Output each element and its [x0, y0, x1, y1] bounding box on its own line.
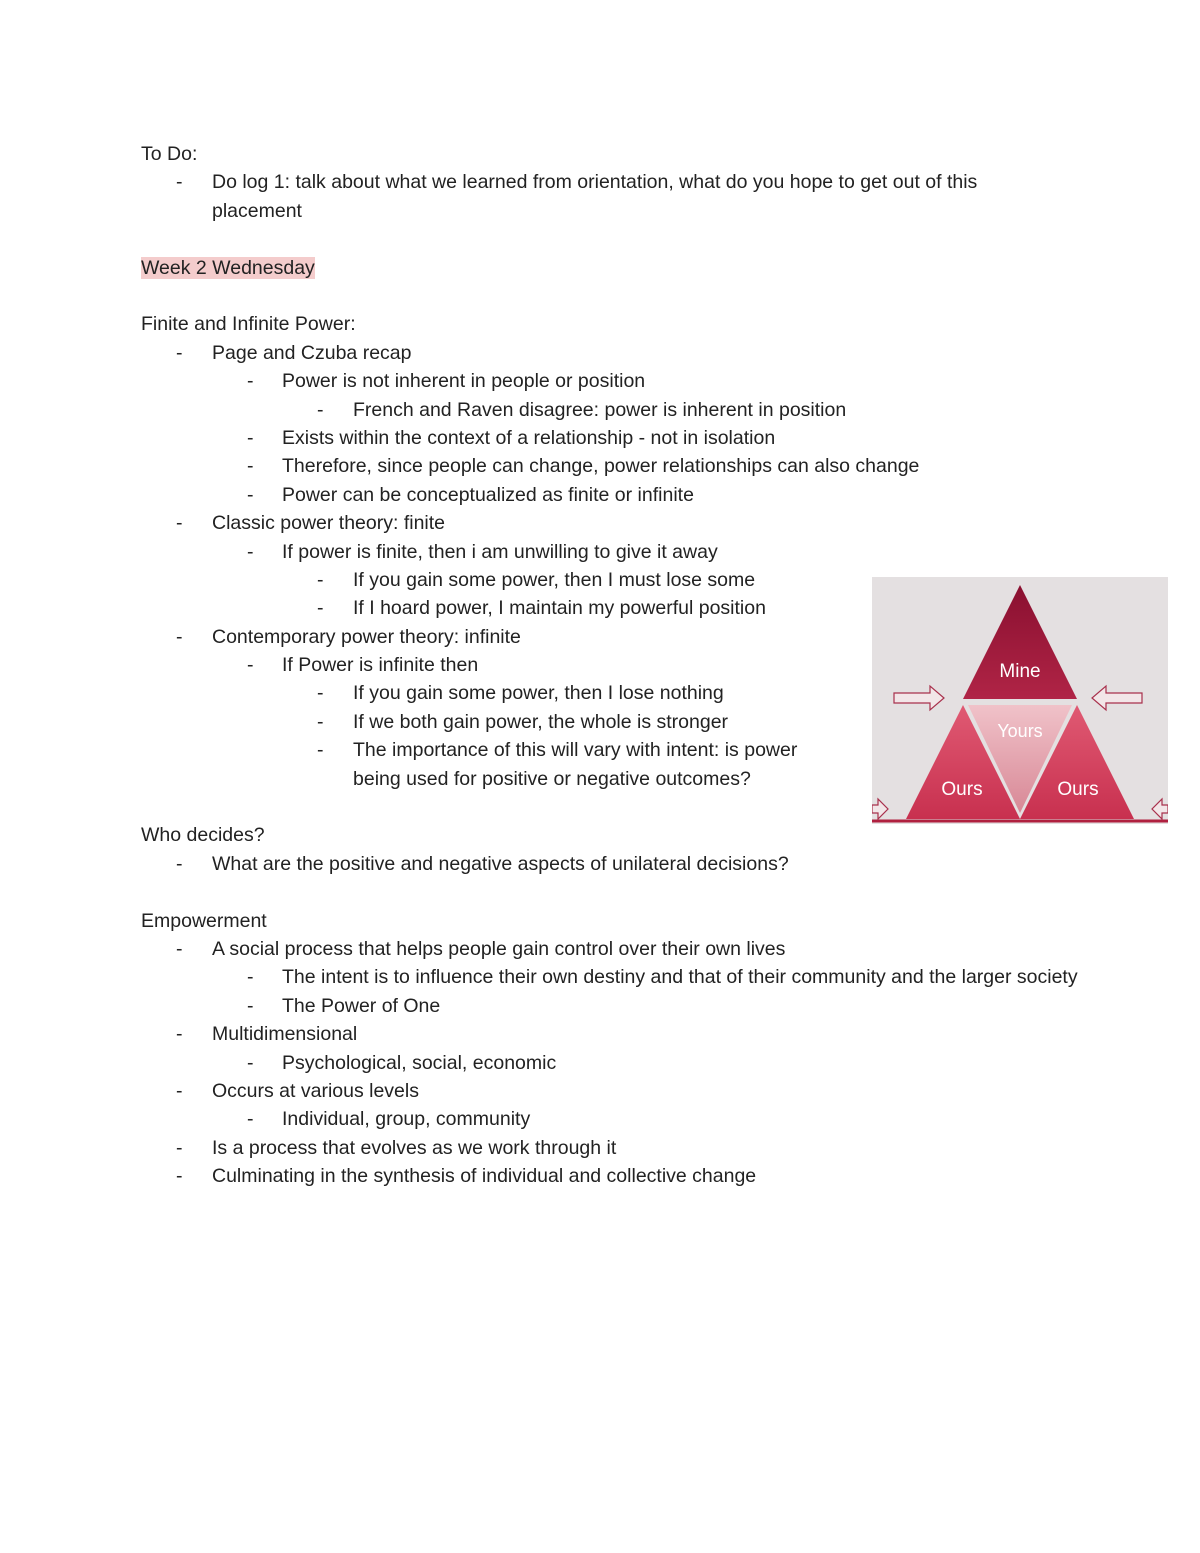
mine-label: Mine	[999, 661, 1041, 682]
bullet-dash: -	[247, 1051, 254, 1074]
bullet-dash: -	[247, 1108, 254, 1131]
list-item	[141, 963, 1102, 991]
bullet-dash: -	[247, 370, 254, 393]
list-item-text: Occurs at various levels	[212, 1079, 419, 1102]
list-item	[141, 935, 1071, 963]
empowerment-heading: Empowerment	[141, 909, 267, 932]
bullet-dash: -	[247, 426, 254, 449]
list-item	[141, 168, 1071, 225]
list-item-text: If you gain some power, then I must lose some	[353, 568, 756, 591]
list-item-text: A social process that helps people gain control over their own lives	[212, 937, 786, 960]
list-item	[141, 1105, 1071, 1133]
week-heading	[141, 254, 1071, 282]
list-item-text: The importance of this will vary with intent: is power	[353, 739, 798, 762]
bullet-dash: -	[317, 568, 324, 591]
list-item	[141, 396, 1071, 424]
list-item-text: Therefore, since people can change, power relationships can also change	[282, 455, 920, 478]
bullet-dash: -	[176, 1079, 183, 1102]
list-item-text: Classic power theory: finite	[212, 512, 446, 535]
list-item	[141, 1049, 1071, 1077]
bullet-dash: -	[247, 540, 254, 563]
list-item-text: Power can be conceptualized as finite or infinite	[282, 483, 694, 506]
list-item-text: If you gain some power, then I lose nothing	[353, 682, 724, 705]
bullet-dash: -	[176, 852, 183, 875]
list-item	[141, 992, 1071, 1020]
list-item	[141, 538, 1071, 566]
bullet-dash: -	[176, 1165, 183, 1188]
ours-right-label: Ours	[1057, 779, 1099, 800]
list-item-text: Exists within the context of a relationship - not in isolation	[282, 426, 776, 449]
list-item-text: Is a process that evolves as we work through it	[212, 1136, 617, 1159]
list-item	[141, 850, 1071, 878]
list-item-text: If I hoard power, I maintain my powerful position	[353, 597, 766, 620]
bullet-dash: -	[317, 398, 324, 421]
bullet-dash: -	[247, 483, 254, 506]
list-item	[141, 1077, 1071, 1105]
list-item-text: Multidimensional	[212, 1023, 358, 1046]
list-item-text: Contemporary power theory: infinite	[212, 625, 521, 648]
list-item	[141, 481, 1071, 509]
list-item-text: The Power of One	[282, 994, 441, 1017]
yours-label: Yours	[997, 721, 1043, 741]
list-item-text: Page and Czuba recap	[212, 341, 412, 364]
bullet-dash: -	[317, 710, 324, 733]
list-item	[141, 1134, 1071, 1162]
bullet-dash: -	[176, 937, 183, 960]
ours-left-label: Ours	[941, 779, 983, 800]
list-item-text: The intent is to influence their own destiny and that of their community and the larger society	[282, 966, 1078, 989]
bullet-dash: -	[317, 597, 324, 620]
list-item-text: French and Raven disagree: power is inherent in position	[353, 398, 847, 421]
list-item-text: Culminating in the synthesis of individual and collective change	[212, 1165, 757, 1188]
bullet-dash: -	[247, 455, 254, 478]
list-item-text: If Power is infinite then	[282, 654, 479, 677]
list-item-text: Individual, group, community	[282, 1108, 531, 1131]
bullet-dash: -	[176, 1023, 183, 1046]
list-item-text: Power is not inherent in people or position	[282, 370, 646, 393]
list-item-text: What are the positive and negative aspects of unilateral decisions?	[212, 852, 789, 875]
list-item-text: Psychological, social, economic	[282, 1051, 557, 1074]
bullet-dash: -	[247, 654, 254, 677]
list-item-text: If power is finite, then i am unwilling to give it away	[282, 540, 718, 563]
bullet-dash: -	[176, 512, 183, 535]
list-item	[141, 1020, 1071, 1048]
todo-heading: To Do:	[141, 143, 198, 165]
power-triangle-diagram	[872, 577, 1168, 824]
list-item	[141, 452, 1071, 480]
todo-item: Do log 1: talk about what we learned from orientation, what do you hope to get out of this placement	[212, 171, 978, 222]
list-item-text: If we both gain power, the whole is stronger	[353, 710, 729, 733]
bullet-dash: -	[317, 739, 324, 762]
bullet-dash: -	[317, 682, 324, 705]
bullet-dash: -	[176, 341, 183, 364]
list-item	[141, 509, 1071, 537]
bullet-dash: -	[247, 966, 254, 989]
highlighted-heading: Week 2 Wednesday	[141, 256, 315, 279]
bullet-dash: -	[176, 625, 183, 648]
bullet-dash: -	[176, 171, 183, 194]
list-item	[141, 424, 1071, 452]
list-item	[141, 1162, 1071, 1190]
power-heading: Finite and Infinite Power:	[141, 313, 356, 336]
bullet-dash: -	[247, 994, 254, 1017]
list-item	[141, 367, 1071, 395]
list-item	[141, 339, 1071, 367]
bullet-dash: -	[176, 1136, 183, 1159]
who-decides-heading: Who decides?	[141, 824, 265, 847]
list-item-text: being used for positive or negative outcomes?	[353, 767, 751, 790]
